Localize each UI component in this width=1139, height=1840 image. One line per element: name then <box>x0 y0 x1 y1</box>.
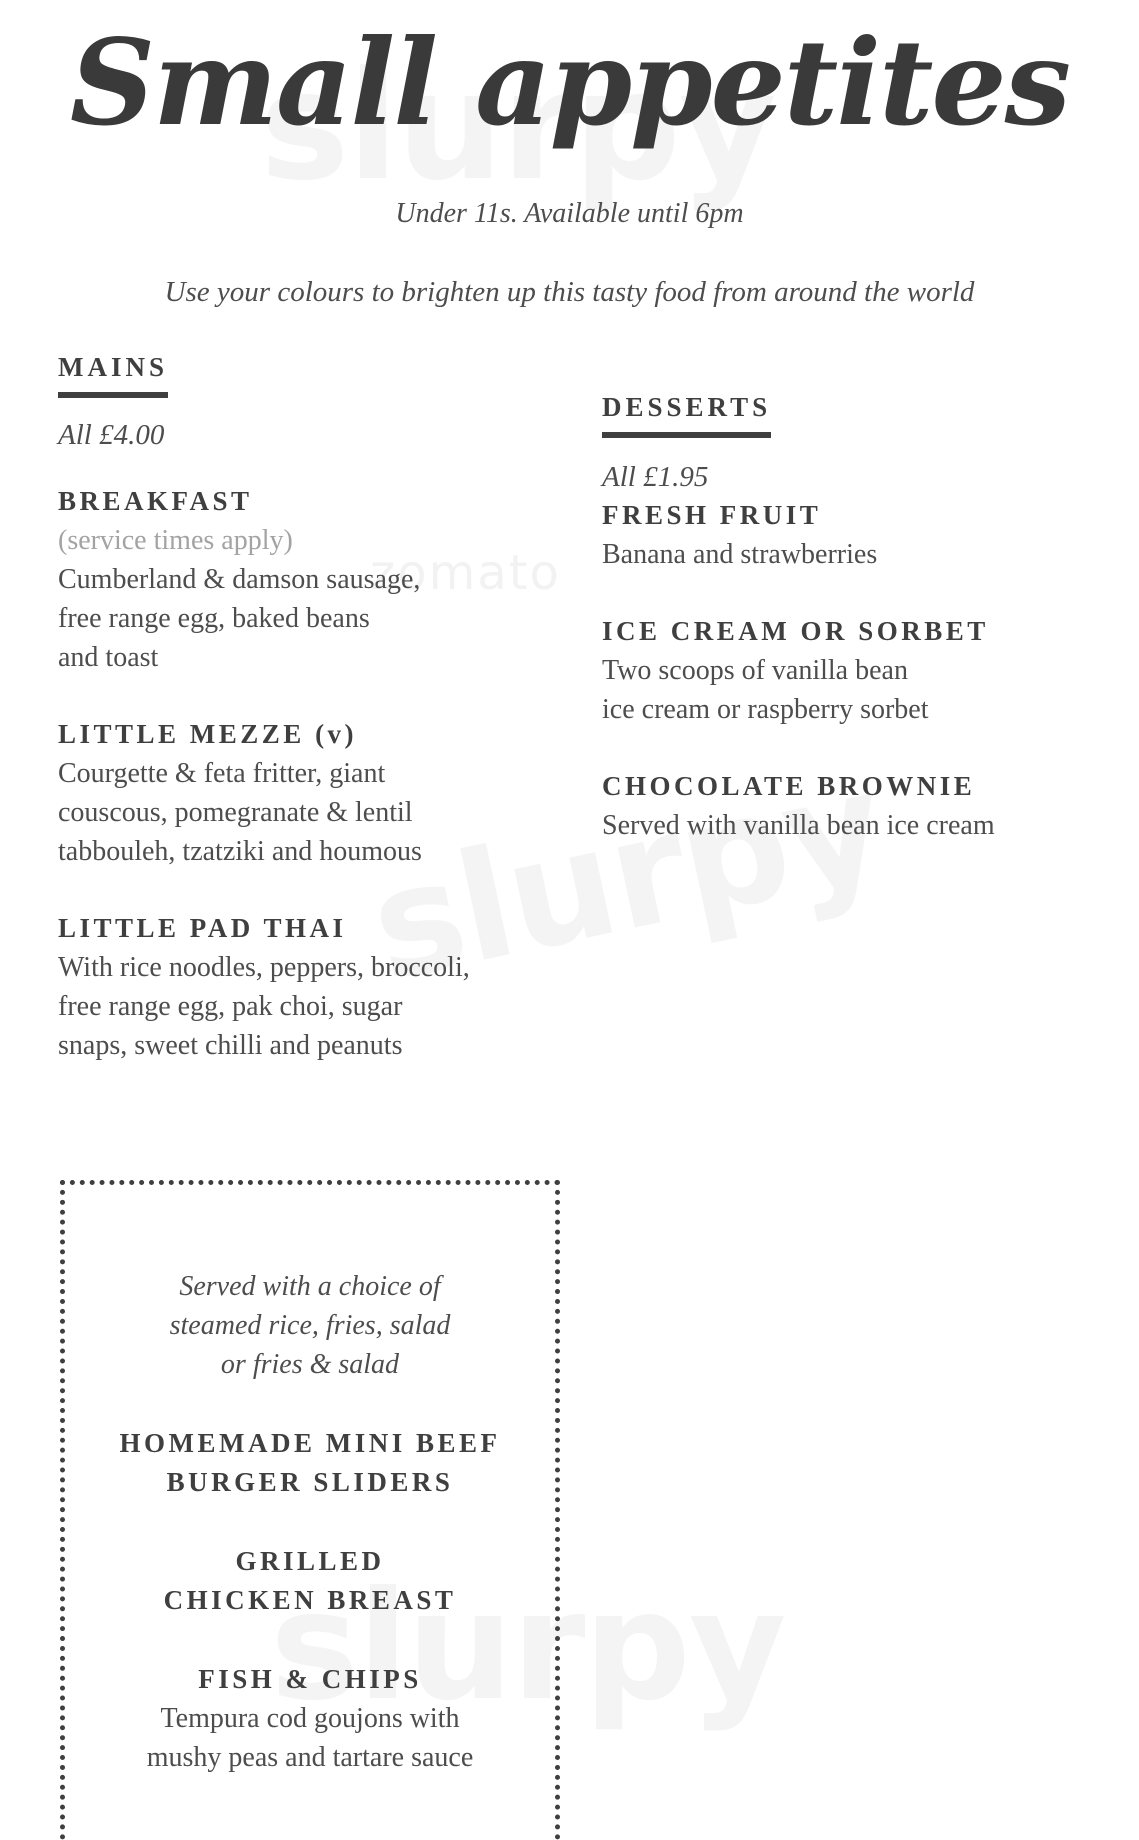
item-name: HOMEMADE MINI BEEF BURGER SLIDERS <box>119 1428 501 1497</box>
item-name: ICE CREAM OR SORBET <box>602 616 989 646</box>
zomato-watermark: zomato <box>370 545 561 601</box>
item-name: LITTLE PAD THAI <box>58 913 347 943</box>
item-name: LITTLE MEZZE (v) <box>58 719 358 749</box>
sides-intro: Served with a choice of steamed rice, fries, salad or fries & salad <box>169 1271 451 1380</box>
menu-item-little-mezze <box>58 715 578 871</box>
menu-item-ice-cream-or-sorbet <box>602 612 1122 729</box>
tagline: Use your colours to brighten up this tasty food from around the world <box>164 276 975 308</box>
item-name: BREAKFAST <box>58 486 253 516</box>
item-description: Served with vanilla bean ice cream <box>602 810 995 841</box>
mains-heading: MAINS <box>58 352 168 398</box>
page-title: Small appetites <box>69 13 1070 152</box>
menu-item-fish-and-chips <box>65 1660 555 1777</box>
mains-price: All £4.00 <box>58 419 165 451</box>
item-description: Courgette & feta fritter, giant couscous, pomegranate & lentil tabbouleh, tzatziki and houmous <box>58 758 422 867</box>
menu-item-little-pad-thai <box>58 909 578 1065</box>
item-name: FRESH FRUIT <box>602 500 822 530</box>
menu-item-chocolate-brownie <box>602 767 1122 845</box>
menu-item-fresh-fruit <box>602 496 1122 574</box>
item-description: Cumberland & damson sausage, free range egg, baked beans and toast <box>58 564 421 673</box>
menu-item-grilled-chicken-breast <box>65 1542 555 1620</box>
menu-item-breakfast <box>58 482 578 677</box>
mains-section <box>58 352 578 1065</box>
item-description: Two scoops of vanilla bean ice cream or raspberry sorbet <box>602 655 929 725</box>
item-name: GRILLED CHICKEN BREAST <box>163 1546 457 1615</box>
desserts-heading: DESSERTS <box>602 392 771 438</box>
item-name: FISH & CHIPS <box>198 1664 422 1694</box>
sides-choice-box <box>60 1180 560 1840</box>
availability-subtitle: Under 11s. Available until 6pm <box>395 198 744 229</box>
item-description: With rice noodles, peppers, broccoli, free range egg, pak choi, sugar snaps, sweet chilli and peanuts <box>58 952 470 1061</box>
item-name: CHOCOLATE BROWNIE <box>602 771 976 801</box>
item-description: Tempura cod goujons with mushy peas and tartare sauce <box>146 1703 474 1773</box>
menu-item-mini-beef-burger-sliders <box>65 1424 555 1502</box>
desserts-section <box>602 392 1122 845</box>
desserts-price: All £1.95 <box>602 461 709 493</box>
item-note: (service times apply) <box>58 525 293 556</box>
item-description: Banana and strawberries <box>602 539 878 570</box>
